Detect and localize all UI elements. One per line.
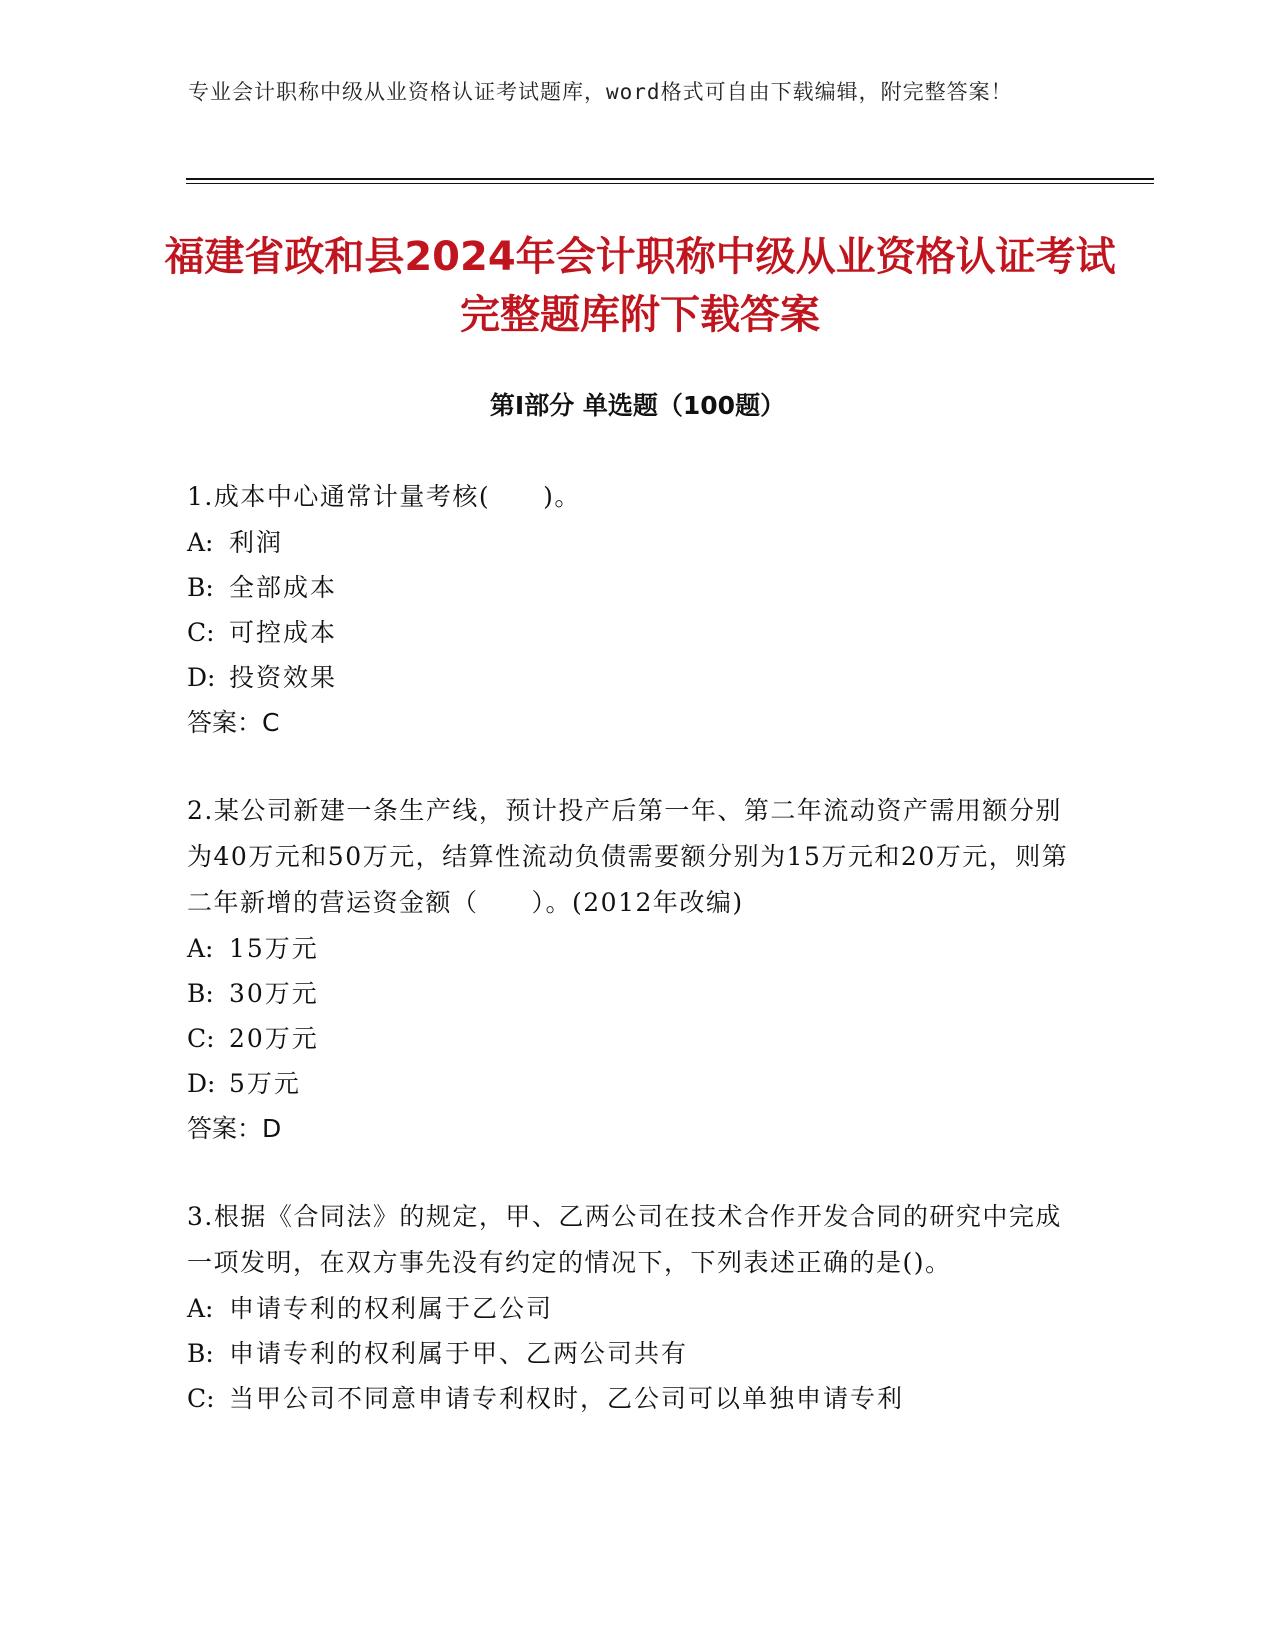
answer-line: 答案：C [187,708,280,737]
option-text: 30万元 [229,979,319,1008]
option-d [187,1061,1077,1106]
option-text: 申请专利的权利属于甲、乙两公司共有 [229,1339,689,1368]
option-text: 投资效果 [229,663,338,692]
question-1 [187,474,1077,746]
answer-line: 答案：D [187,1114,282,1143]
option-letter: B: [187,979,214,1008]
option-b [187,971,1077,1016]
option-a [187,926,1077,971]
option-letter: C: [187,1024,215,1053]
option-c [187,610,1077,655]
option-letter: A: [187,528,214,557]
question-stem: 1.成本中心通常计量考核( )。 [187,482,581,511]
header-rule-thin [186,183,1154,184]
question-2 [187,788,1077,1152]
option-c [187,1016,1077,1061]
option-text: 可控成本 [229,618,338,647]
option-text: 15万元 [229,934,319,963]
option-text: 申请专利的权利属于乙公司 [229,1294,554,1323]
question-stem: 3.根据《合同法》的规定，甲、乙两公司在技术合作开发合同的研究中完成一项发明，在双方事先没有约定的情况下，下列表述正确的是()。 [187,1202,1062,1277]
option-letter: A: [187,934,214,963]
option-text: 5万元 [229,1069,301,1098]
option-letter: A: [187,1294,214,1323]
option-d [187,655,1077,700]
header-rule-thick [186,178,1154,180]
option-letter: D: [187,1069,216,1098]
option-text: 全部成本 [229,573,338,602]
option-a [187,1286,1077,1331]
option-c [187,1376,1077,1421]
option-text: 利润 [229,528,284,557]
option-letter: C: [187,618,215,647]
option-letter: B: [187,573,214,602]
document-title: 福建省政和县2024年会计职称中级从业资格认证考试完整题库附下载答案 [164,234,1116,338]
option-b [187,565,1077,610]
section-heading: 第I部分 单选题（100题） [489,391,786,420]
header-note: 专业会计职称中级从业资格认证考试题库，word格式可自由下载编辑，附完整答案！ [188,80,1013,104]
option-text: 20万元 [229,1024,319,1053]
question-3 [187,1194,1077,1421]
option-text: 当甲公司不同意申请专利权时，乙公司可以单独申请专利 [229,1384,905,1413]
option-letter: C: [187,1384,215,1413]
question-list [187,474,1077,1463]
option-b [187,1331,1077,1376]
option-a [187,520,1077,565]
option-letter: D: [187,663,216,692]
option-letter: B: [187,1339,214,1368]
question-stem: 2.某公司新建一条生产线，预计投产后第一年、第二年流动资产需用额分别为40万元和50万元，结算性流动负债需要额分别为15万元和20万元，则第二年新增的营运资金额（ ）。(2012年改编) [187,796,1069,917]
